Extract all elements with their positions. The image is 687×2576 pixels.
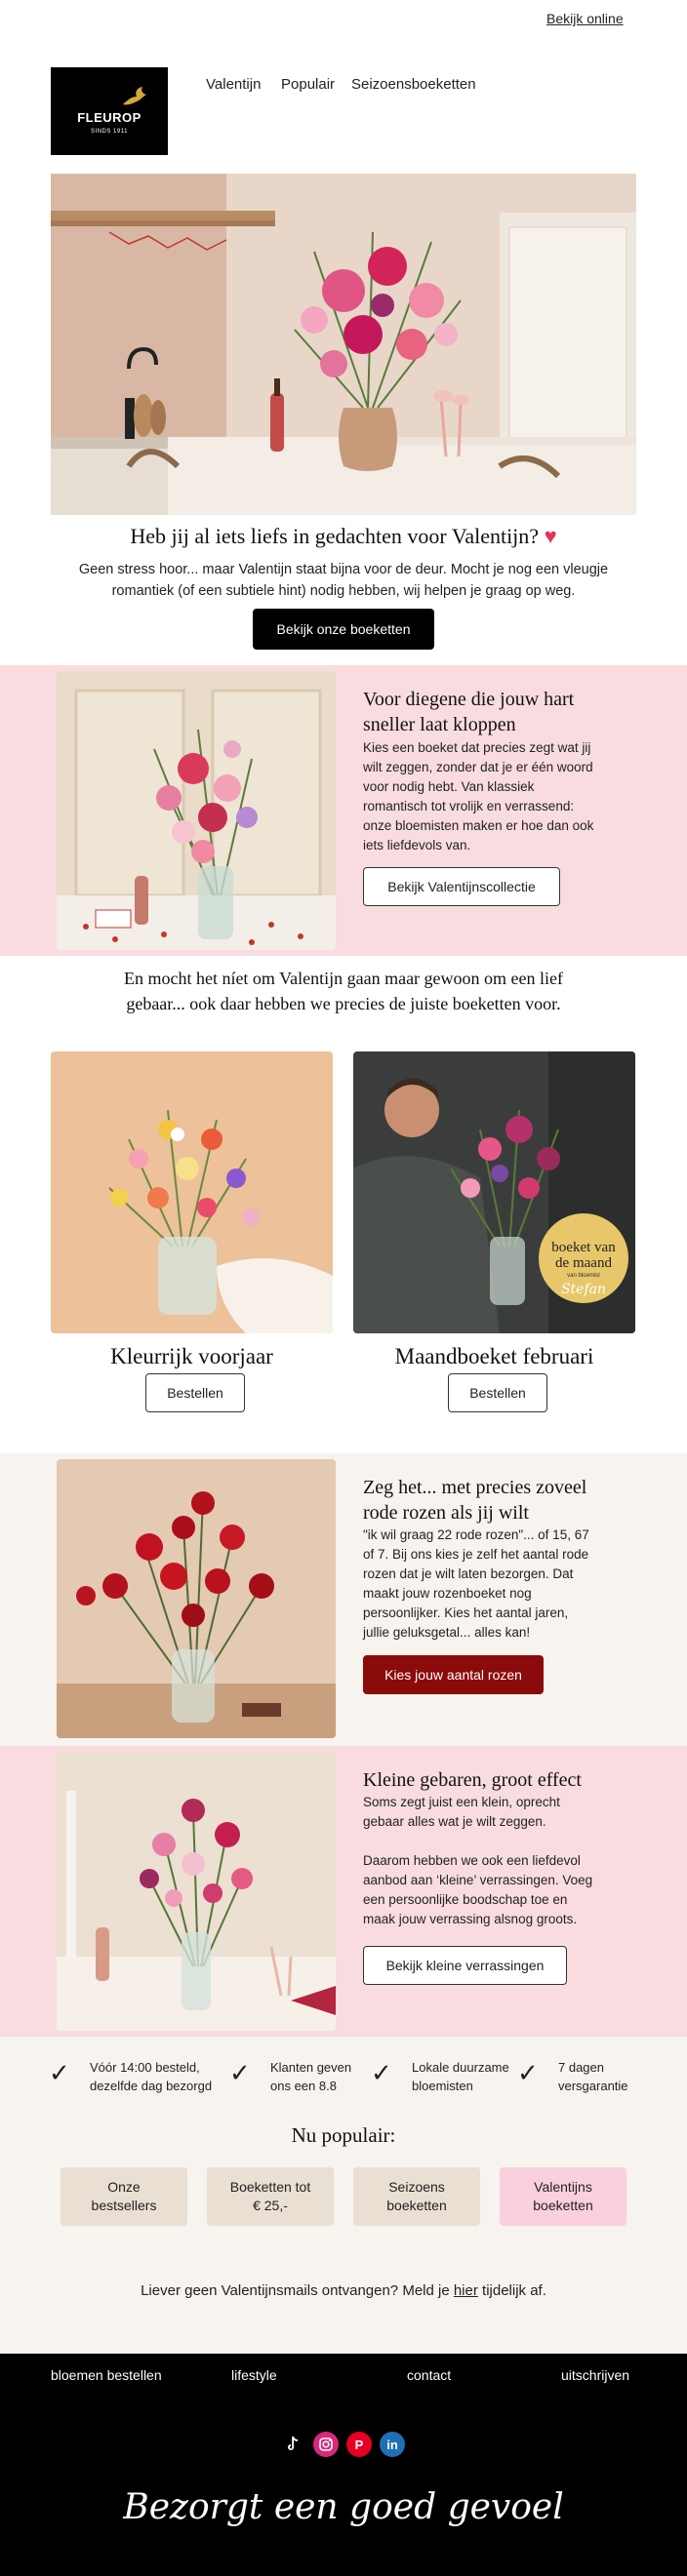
text-line: maakt jouw rozenboeket nog (363, 1586, 532, 1601)
nav-populair[interactable]: Populair (281, 76, 336, 93)
tagline: Bezorgt een goed gevoel (123, 2487, 564, 2527)
unsubscribe-after: tijdelijk af. (477, 2282, 546, 2299)
valentine-promo-title (363, 687, 574, 737)
text-line: persoonlijker. Kies het aantal jaren, (363, 1605, 569, 1620)
footer-link-order-flowers[interactable]: bloemen bestellen (51, 2367, 162, 2383)
text-line: jullie geluksgetal... alles kan! (363, 1625, 531, 1640)
usp-freshness (558, 2058, 628, 2095)
kitchen-bouquet-illustration (51, 174, 636, 515)
view-bouquets-button[interactable]: Bekijk onze boeketten (253, 609, 434, 650)
text-line: wilt zeggen, zonder dat je er één woord (363, 760, 593, 774)
pill-valentine[interactable] (500, 2167, 626, 2226)
title-line: rode rozen als jij wilt (363, 1502, 529, 1524)
nav-valentijn[interactable]: Valentijn (206, 76, 262, 93)
order-button-maandboeket[interactable]: Bestellen (448, 1373, 547, 1412)
pill-line: bestsellers (91, 2198, 157, 2213)
pill-line: Valentijns (534, 2179, 592, 2195)
text-line: gebaar alles wat je wilt zeggen. (363, 1814, 546, 1829)
usp-same-day (90, 2058, 212, 2095)
text-line: romantisch tot vrolijk en verrassend: (363, 799, 575, 813)
footer-link-unsubscribe[interactable]: uitschrijven (561, 2367, 630, 2383)
hero-text-line: Geen stress hoor... maar Valentijn staat bijna voor de deur. Mocht je nog een vleugje (78, 562, 609, 577)
florist-bouquet-illustration (353, 1051, 635, 1333)
small-gifts-image[interactable] (57, 1752, 336, 2031)
text-line: rozen dat je wilt laten bezorgen. Dat (363, 1566, 574, 1581)
small-gifts-promo-title: Kleine gebaren, groot effect (363, 1769, 582, 1791)
usp-rating (270, 2058, 351, 2095)
text-line: iets liefdevols van. (363, 838, 471, 852)
check-icon: ✓ (49, 2058, 70, 2087)
footer (0, 2354, 687, 2576)
pill-line: boeketten (386, 2198, 447, 2213)
text-line: voor nodig hebt. Van klassiek (363, 779, 535, 794)
badge-line2: de maand (555, 1255, 612, 1271)
product-image-kleurrijk-voorjaar[interactable] (51, 1051, 333, 1333)
usp-line: versgarantie (558, 2079, 628, 2093)
pill-line: € 25,- (253, 2198, 288, 2213)
product-name-kleurrijk-voorjaar: Kleurrijk voorjaar (110, 1344, 273, 1368)
usp-line: Vóór 14:00 besteld, (90, 2060, 200, 2075)
badge-line3: van bloemist (567, 1273, 600, 1279)
small-gifts-button[interactable]: Bekijk kleine verrassingen (363, 1946, 567, 1985)
popular-title: Nu populair: (291, 2123, 396, 2147)
instagram-icon[interactable] (313, 2432, 339, 2457)
hero-title (0, 524, 687, 549)
footer-link-lifestyle[interactable]: lifestyle (231, 2367, 277, 2383)
roses-image[interactable] (57, 1459, 336, 1738)
usp-line: Lokale duurzame (412, 2060, 509, 2075)
fleurop-logo[interactable] (51, 67, 168, 155)
valentine-bouquet-illustration (57, 671, 336, 950)
nav-seizoensboeketten[interactable]: Seizoensboeketten (351, 76, 476, 93)
roses-promo-text (363, 1526, 589, 1643)
pill-seasonal[interactable] (353, 2167, 480, 2226)
spring-bouquet-illustration (51, 1051, 333, 1333)
check-icon: ✓ (229, 2058, 251, 2087)
pill-line: boeketten (533, 2198, 593, 2213)
roses-promo-title (363, 1475, 586, 1526)
text-line: "ik wil graag 22 rode rozen"... of 15, 67 (363, 1527, 589, 1542)
footer-link-contact[interactable]: contact (407, 2367, 452, 2383)
text-line: gebaar... ook daar hebben we precies de juiste boeketten voor. (126, 994, 561, 1013)
pill-under-25[interactable] (207, 2167, 334, 2226)
small-gifts-promo-text (363, 1793, 592, 1929)
intro-text (0, 966, 687, 1016)
usp-line: ons een 8.8 (270, 2079, 337, 2093)
title-line: Voor diegene die jouw hart (363, 689, 575, 710)
tiktok-icon[interactable] (280, 2432, 305, 2457)
text-line: aanbod aan ‘kleine’ verrassingen. Voeg (363, 1873, 593, 1887)
badge-signature: Stefan (560, 1282, 607, 1297)
small-bouquet-illustration (57, 1752, 336, 2031)
text-line (363, 1832, 592, 1851)
linkedin-icon[interactable]: in (380, 2432, 405, 2457)
hero-title-text: Heb jij al iets liefs in gedachten voor Valentijn? (130, 524, 540, 548)
usp-line: dezelfde dag bezorgd (90, 2079, 213, 2093)
unsubscribe-text (0, 2282, 687, 2299)
order-button-kleurrijk-voorjaar[interactable]: Bestellen (145, 1373, 245, 1412)
title-line: Zeg het... met precies zoveel (363, 1477, 587, 1498)
logo-since: SINDS 1911 (91, 129, 128, 135)
text-line: maak jouw verrassing alsnog groots. (363, 1912, 578, 1926)
title-line: sneller laat kloppen (363, 714, 516, 735)
heart-icon: ♥ (544, 524, 557, 548)
valentine-collection-button[interactable]: Bekijk Valentijnscollectie (363, 867, 560, 906)
usp-line: Klanten geven (270, 2060, 352, 2075)
pinterest-icon[interactable]: P (346, 2432, 372, 2457)
unsubscribe-before: Liever geen Valentijnsmails ontvangen? Meld je (141, 2282, 454, 2299)
pill-line: Boeketten tot (229, 2179, 311, 2195)
text-line: of 7. Bij ons kies je zelf het aantal rode (363, 1547, 589, 1562)
hero-image[interactable] (51, 174, 636, 515)
check-icon: ✓ (517, 2058, 539, 2087)
text-line: Kies een boeket dat precies zegt wat jij (363, 740, 591, 755)
unsubscribe-link[interactable]: hier (453, 2282, 478, 2299)
usp-line: 7 dagen (558, 2060, 604, 2075)
valentine-bouquet-image[interactable] (57, 671, 336, 950)
valentine-promo-text (363, 738, 593, 855)
pill-line: Onze (107, 2179, 141, 2195)
red-roses-illustration (57, 1459, 336, 1738)
logo-wordmark: FLEUROP (77, 110, 141, 125)
check-icon: ✓ (371, 2058, 392, 2087)
badge-line1: boeket van (551, 1240, 616, 1255)
hero-text (0, 559, 687, 602)
text-line: Daarom hebben we ook een liefdevol (363, 1853, 581, 1868)
pill-line: Seizoens (388, 2179, 445, 2195)
bird-logo-icon (121, 85, 148, 110)
view-online-link[interactable]: Bekijk online (546, 11, 624, 26)
text-line: En mocht het níet om Valentijn gaan maar gewoon om een lief (123, 969, 564, 988)
text-line: een persoonlijke boodschap toe en (363, 1892, 568, 1907)
choose-roses-button[interactable]: Kies jouw aantal rozen (363, 1655, 544, 1694)
text-line: onze bloemisten maken er hoe dan ook (363, 818, 594, 833)
pill-bestsellers[interactable] (61, 2167, 187, 2226)
product-name-maandboeket: Maandboeket februari (394, 1344, 594, 1368)
hero-text-line: romantiek (of een subtiele hint) nodig hebben, wij helpen je graag op weg. (111, 583, 576, 599)
product-image-maandboeket[interactable] (353, 1051, 635, 1333)
usp-local-florists (412, 2058, 509, 2095)
text-line: Soms zegt juist een klein, oprecht (363, 1795, 560, 1809)
usp-line: bloemisten (412, 2079, 473, 2093)
